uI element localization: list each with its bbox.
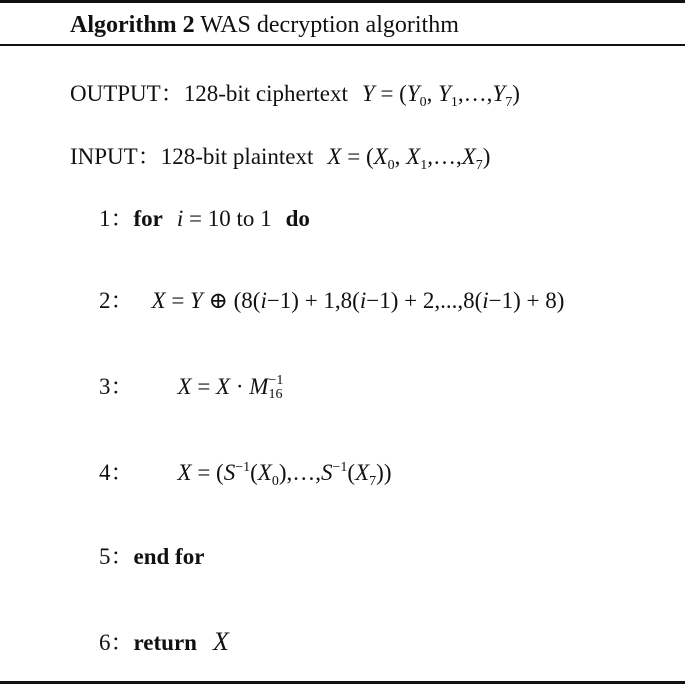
output-desc: 128-bit ciphertext: [183, 81, 348, 106]
step-2: [99, 287, 564, 315]
step-6: [99, 628, 229, 657]
algorithm-title: [70, 11, 459, 39]
step-5: [99, 543, 204, 571]
step-3: [99, 373, 283, 402]
keyword-for: for: [133, 206, 163, 231]
loop-range: = 10 to 1: [189, 206, 272, 231]
algorithm-label: Algorithm 2: [70, 12, 195, 38]
round-key-xor-formula: X = Y ⊕ (8(i−1) + 1,8(i−1) + 2,...,8(i−1) + 8): [151, 288, 565, 313]
input-formula: $X = (X_0$, $X_1,\dots,X_7$): [327, 144, 491, 173]
step-number: 1：: [99, 206, 134, 231]
output-formula: $Y = (Y_0$, $Y_1,\dots,Y_7$): [361, 81, 520, 110]
return-variable: X: [212, 627, 229, 656]
input-desc: 128-bit plaintext: [160, 144, 314, 169]
output-line: [70, 80, 520, 108]
step-1: [99, 205, 310, 233]
algorithm-name: WAS decryption algorithm: [200, 12, 459, 38]
output-label: OUTPUT：: [70, 81, 184, 106]
step-number: 4：: [99, 460, 134, 485]
step-number: 6：: [99, 630, 134, 655]
header-rule: [0, 44, 685, 46]
keyword-end-for: end for: [133, 544, 205, 569]
keyword-do: do: [285, 206, 310, 231]
input-line: [70, 143, 490, 171]
inverse-matrix-formula: X = X · M −1 16: [177, 373, 284, 402]
input-label: INPUT：: [70, 144, 161, 169]
loop-variable: i: [176, 206, 184, 231]
step-4: [99, 459, 391, 487]
keyword-return: return: [133, 630, 197, 655]
step-number: 3：: [99, 374, 134, 399]
step-number: 2：: [99, 288, 134, 313]
inverse-sbox-formula: $X = (S^{-1}(X_0),\dots,S^{-1}(X_7))$: [177, 460, 392, 489]
step-number: 5：: [99, 544, 134, 569]
top-rule: [0, 0, 685, 3]
